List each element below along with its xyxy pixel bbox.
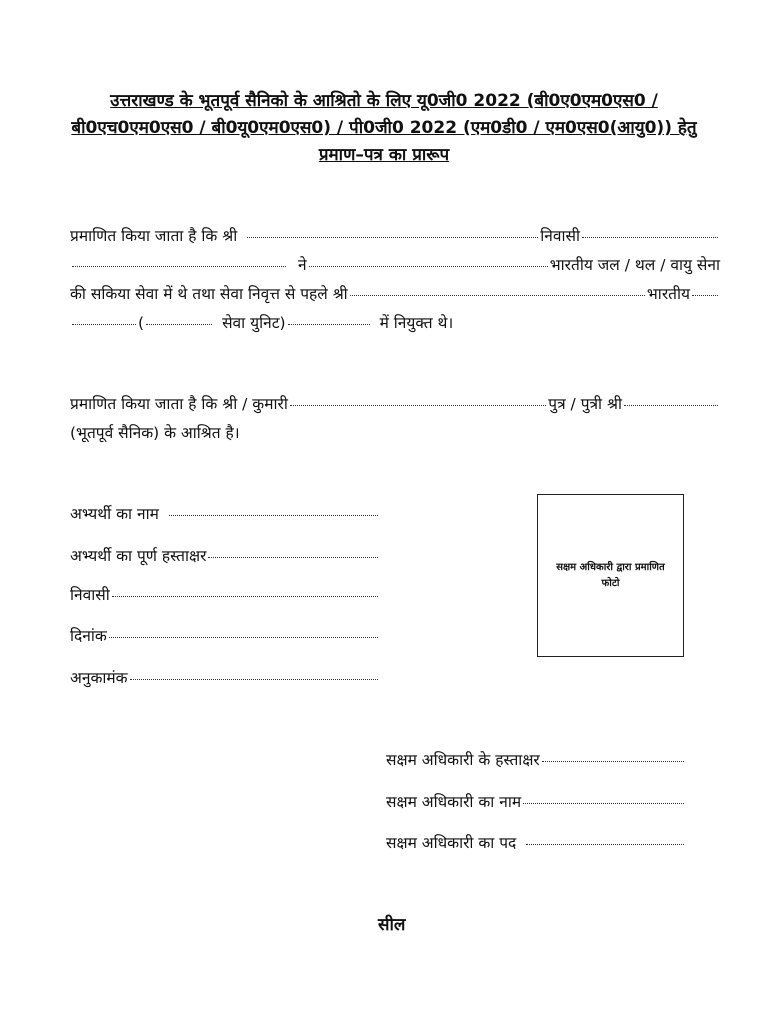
para1-text: (: [138, 314, 145, 332]
para2-line-1: [70, 390, 720, 419]
officer-designation-field: [386, 831, 686, 853]
blank-field[interactable]: [146, 324, 212, 325]
candidate-signature-field: [70, 544, 380, 566]
date-label: दिनांक: [70, 627, 107, 645]
para1-text: प्रमाणित किया जाता है कि श्री: [70, 227, 238, 245]
para2-text: प्रमाणित किया जाता है कि श्री / कुमारी: [70, 395, 288, 413]
para1-text: की सकिया सेवा में थे तथा सेवा निवृत्त से पहले श्री: [70, 285, 348, 303]
para1-text: ने: [298, 256, 307, 274]
roll-number-blank[interactable]: [130, 679, 378, 680]
blank-field[interactable]: [309, 266, 548, 267]
para1-text: में नियुक्त थे।: [379, 314, 454, 332]
resident-label: निवासी: [70, 586, 110, 604]
para1-text: भारतीय जल / थल / वायु सेना: [549, 256, 720, 274]
officer-designation-label: सक्षम अधिकारी का पद: [386, 834, 517, 852]
blank-field[interactable]: [692, 295, 718, 296]
date-field: [70, 624, 380, 646]
officer-name-blank[interactable]: [523, 803, 684, 804]
seal-label: सील: [378, 915, 406, 935]
blank-field[interactable]: [290, 405, 546, 406]
blank-field[interactable]: [72, 324, 136, 325]
para1-line-2: [70, 251, 720, 280]
candidate-signature-label: अभ्यर्थी का पूर्ण हस्ताक्षर: [70, 547, 207, 565]
para1-line-1: [70, 222, 720, 251]
title-line-2: बी0एच0एम0एस0 / बी0यू0एम0एस0) / पी0जी0 2022 (एम0डी0 / एम0एस0(आयु0)) हेतु: [71, 118, 697, 138]
candidate-name-label: अभ्यर्थी का नाम: [70, 505, 159, 523]
para2-text: (भूतपूर्व सैनिक) के आश्रित है।: [70, 424, 240, 442]
officer-signature-field: [386, 748, 686, 770]
certificate-paragraph-2: [70, 390, 720, 448]
photo-box-caption: [556, 560, 664, 592]
para2-line-2: [70, 419, 720, 448]
para1-text: सेवा युनिट): [222, 314, 286, 332]
photo-caption-line-1: सक्षम अधिकारी द्वारा प्रमाणित: [556, 561, 665, 573]
certificate-paragraph-1: [70, 222, 720, 338]
officer-name-field: [386, 790, 686, 812]
officer-signature-blank[interactable]: [542, 761, 684, 762]
para1-line-3: [70, 280, 720, 309]
blank-field[interactable]: [72, 266, 286, 267]
resident-blank[interactable]: [112, 596, 378, 597]
date-blank[interactable]: [109, 637, 378, 638]
blank-field[interactable]: [288, 324, 370, 325]
para2-text: पुत्र / पुत्री श्री: [548, 395, 622, 413]
candidate-signature-blank[interactable]: [208, 557, 378, 558]
candidate-name-blank[interactable]: [169, 515, 378, 516]
roll-number-label: अनुकामंक: [70, 669, 128, 687]
photo-caption-line-2: फोटो: [601, 577, 620, 589]
officer-signature-label: सक्षम अधिकारी के हस्ताक्षर: [386, 751, 540, 769]
photo-box[interactable]: [537, 494, 684, 657]
title-line-1: उत्तराखण्ड के भूतपूर्व सैनिको के आश्रितो के लिए यू0जी0 2022 (बी0ए0एम0एस0 /: [110, 91, 658, 111]
officer-designation-blank[interactable]: [526, 844, 684, 845]
candidate-name-field: [70, 502, 380, 524]
blank-field[interactable]: [624, 405, 718, 406]
para1-text: भारतीय: [646, 285, 690, 303]
blank-field[interactable]: [350, 295, 645, 296]
roll-number-field: [70, 666, 380, 688]
resident-field: [70, 583, 380, 605]
title-line-3: प्रमाण–पत्र का प्रारूप: [318, 145, 450, 165]
para1-line-4: [70, 309, 720, 338]
blank-field[interactable]: [582, 237, 718, 238]
officer-name-label: सक्षम अधिकारी का नाम: [386, 793, 522, 811]
blank-field[interactable]: [247, 237, 538, 238]
document-title: [60, 88, 708, 169]
para1-text: निवासी: [540, 227, 580, 245]
